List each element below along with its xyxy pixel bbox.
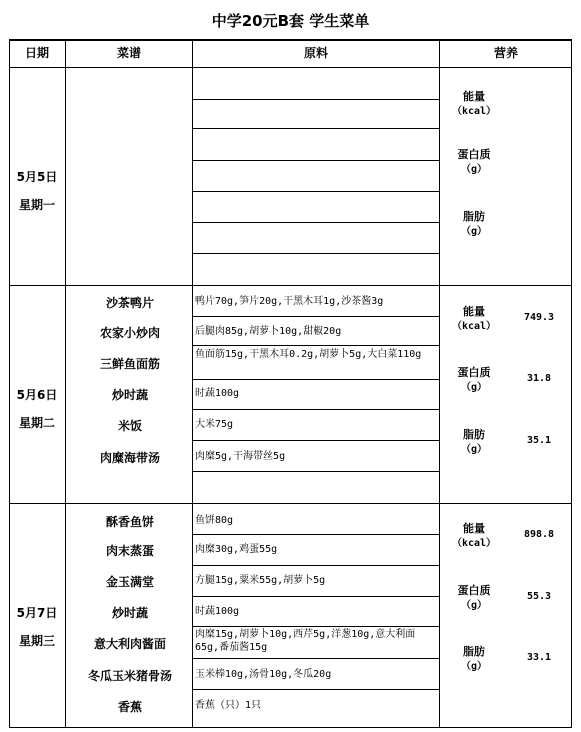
ingredients-text: 方腿15g,粟米55g,胡萝卜5g bbox=[195, 575, 326, 586]
ingredients-text: 大米75g bbox=[195, 419, 234, 430]
ingredient-divider bbox=[193, 596, 439, 597]
protein-unit: （g） bbox=[460, 164, 488, 175]
ingredients-text: 后腿肉85g,胡萝卜10g,甜椒20g bbox=[195, 326, 342, 337]
weekday-label: 星期三 bbox=[18, 634, 55, 648]
ingredient-divider bbox=[193, 471, 439, 472]
energy-value: 898.8 bbox=[523, 529, 555, 540]
dish-name: 炒时蔬 bbox=[111, 388, 148, 402]
dish-name: 沙茶鸭片 bbox=[105, 296, 154, 310]
dish-name: 肉末蒸蛋 bbox=[105, 544, 154, 558]
date-label: 5月7日 bbox=[16, 606, 58, 620]
dish-name: 酥香鱼饼 bbox=[105, 515, 154, 529]
ingredients-text: 时蔬100g bbox=[195, 606, 240, 617]
ingredients-text: 鸭片70g,笋片20g,干黑木耳1g,沙茶酱3g bbox=[195, 296, 384, 307]
fat-label: 脂肪 bbox=[463, 645, 485, 658]
protein-unit: （g） bbox=[460, 382, 488, 393]
day-cell bbox=[9, 601, 65, 653]
ingredient-divider bbox=[193, 689, 439, 690]
nutrition-label bbox=[441, 521, 507, 551]
header-ingredients: 原料 bbox=[303, 46, 328, 60]
ingredient-divider bbox=[193, 99, 439, 100]
energy-value: 749.3 bbox=[523, 312, 555, 323]
ingredient-divider bbox=[193, 440, 439, 441]
ingredient-divider bbox=[193, 160, 439, 161]
header-divider bbox=[9, 67, 572, 68]
weekday-label: 星期二 bbox=[18, 416, 55, 430]
ingredient-divider bbox=[193, 253, 439, 254]
day-divider bbox=[9, 285, 572, 286]
fat-value: 35.1 bbox=[526, 435, 552, 446]
ingredients-text: 鱼饼80g bbox=[195, 515, 234, 526]
protein-unit: （g） bbox=[460, 600, 488, 611]
dish-name: 米饭 bbox=[117, 419, 142, 433]
col-divider bbox=[192, 39, 193, 728]
header-nutrition: 营养 bbox=[493, 46, 518, 60]
dish-name: 金玉满堂 bbox=[105, 575, 154, 589]
page-title: 中学20元B套 学生菜单 bbox=[211, 12, 370, 30]
weekday-label: 星期一 bbox=[18, 198, 55, 212]
day-cell bbox=[9, 383, 65, 435]
ingredients-text: 时蔬100g bbox=[195, 388, 240, 399]
fat-unit: （g） bbox=[460, 444, 488, 455]
ingredients-text: 玉米棒10g,汤骨10g,冬瓜20g bbox=[195, 669, 332, 680]
ingredient-divider bbox=[193, 658, 439, 659]
ingredients-text: 香蕉（只）1只 bbox=[195, 700, 262, 711]
table-border-bottom bbox=[9, 727, 572, 728]
dish-name: 三鲜鱼面筋 bbox=[99, 357, 160, 371]
table-border-right bbox=[571, 39, 572, 728]
ingredient-divider bbox=[193, 222, 439, 223]
day-cell bbox=[9, 165, 65, 217]
ingredients-text: 肉糜15g,胡萝卜10g,西芹5g,洋葱10g,意大利面65g,番茄酱15g bbox=[195, 629, 416, 653]
menu-table bbox=[9, 39, 572, 728]
nutrition-label bbox=[441, 583, 507, 613]
nutrition-label bbox=[441, 147, 507, 177]
ingredient-divider bbox=[193, 409, 439, 410]
ingredient-divider bbox=[193, 534, 439, 535]
date-label: 5月6日 bbox=[16, 388, 58, 402]
ingredient-divider bbox=[193, 565, 439, 566]
header-menu: 菜谱 bbox=[116, 46, 141, 60]
day-divider bbox=[9, 503, 572, 504]
col-divider bbox=[65, 39, 66, 728]
nutrition-label bbox=[441, 209, 507, 239]
ingredient-divider bbox=[193, 191, 439, 192]
dish-name: 农家小炒肉 bbox=[99, 326, 160, 340]
fat-value: 33.1 bbox=[526, 652, 552, 663]
fat-unit: （g） bbox=[460, 661, 488, 672]
energy-label: 能量 bbox=[463, 522, 485, 535]
protein-label: 蛋白质 bbox=[457, 366, 491, 379]
protein-value: 55.3 bbox=[526, 591, 552, 602]
dish-name: 香蕉 bbox=[117, 700, 142, 714]
ingredients-text: 肉糜30g,鸡蛋55g bbox=[195, 544, 278, 555]
energy-label: 能量 bbox=[463, 305, 485, 318]
col-divider bbox=[439, 39, 440, 728]
nutrition-label bbox=[441, 304, 507, 334]
protein-label: 蛋白质 bbox=[457, 584, 491, 597]
ingredient-divider bbox=[193, 316, 439, 317]
nutrition-label bbox=[441, 365, 507, 395]
ingredient-divider bbox=[193, 345, 439, 346]
dish-name: 炒时蔬 bbox=[111, 606, 148, 620]
energy-unit: （kcal） bbox=[451, 321, 497, 332]
table-border-top bbox=[9, 39, 572, 41]
date-label: 5月5日 bbox=[16, 170, 58, 184]
ingredients-text: 鱼面筋15g,干黑木耳0.2g,胡萝卜5g,大白菜110g bbox=[195, 349, 422, 360]
energy-unit: （kcal） bbox=[451, 106, 497, 117]
dish-name: 肉糜海带汤 bbox=[99, 451, 160, 465]
ingredients-text: 肉糜5g,干海带丝5g bbox=[195, 451, 286, 462]
dish-name: 意大利肉酱面 bbox=[93, 637, 166, 651]
energy-label: 能量 bbox=[463, 90, 485, 103]
nutrition-label bbox=[441, 89, 507, 119]
ingredient-divider bbox=[193, 128, 439, 129]
fat-label: 脂肪 bbox=[463, 210, 485, 223]
dish-name: 冬瓜玉米猪骨汤 bbox=[87, 669, 172, 683]
fat-label: 脂肪 bbox=[463, 428, 485, 441]
nutrition-label bbox=[441, 644, 507, 674]
protein-value: 31.8 bbox=[526, 373, 552, 384]
header-date: 日期 bbox=[24, 46, 49, 60]
nutrition-label bbox=[441, 427, 507, 457]
ingredient-divider bbox=[193, 379, 439, 380]
ingredient-divider bbox=[193, 626, 439, 627]
fat-unit: （g） bbox=[460, 226, 488, 237]
energy-unit: （kcal） bbox=[451, 538, 497, 549]
protein-label: 蛋白质 bbox=[457, 148, 491, 161]
